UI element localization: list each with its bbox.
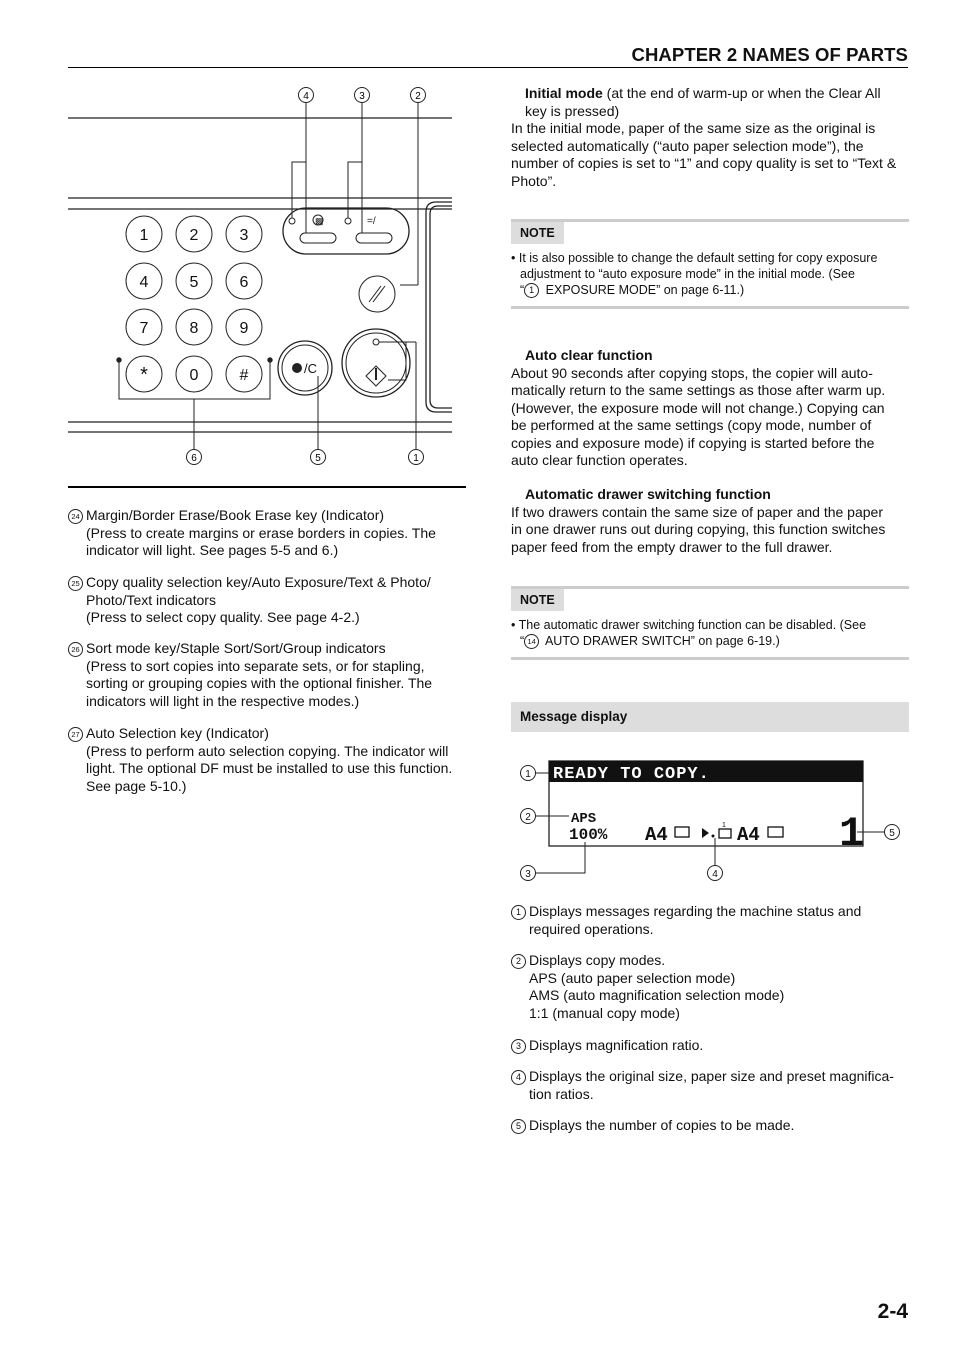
key-item-title: Auto Selection key (Indicator) (86, 725, 269, 741)
display-item-3: 3 Displays magnification ratio. (511, 1037, 911, 1055)
reset-key (359, 276, 395, 312)
key-1: 1 (139, 227, 149, 244)
column-rule (68, 486, 466, 488)
lcd-callout-4: 4 (712, 869, 718, 880)
lcd-original-size: A4 (645, 824, 668, 846)
top-callouts (299, 88, 426, 103)
message-display-heading: Message display (511, 702, 909, 732)
numeric-keypad (126, 216, 262, 392)
key-item-26: 26 Sort mode key/Staple Sort/Sort/Group indicators (Press to sort copies into separate sets, or for stapling, sorting or grouping copies with the optional finisher. The indicators will light in the respective modes.) (68, 640, 468, 710)
lcd-mode: APS (571, 811, 597, 827)
svg-text:1: 1 (722, 822, 726, 829)
callout-1-label: 1 (413, 453, 419, 464)
key-9: 9 (239, 320, 249, 337)
control-panel-diagram (60, 80, 470, 480)
key-item-title: Copy quality selection key/Auto Exposure/Text & Photo/ (86, 574, 431, 590)
note-box-exposure: NOTE • It is also possible to change the default setting for copy exposure adjustment to “auto exposure mode” in the initial mode. (See “ 1 EXPOSURE MODE” on page 6-11.) (511, 219, 909, 309)
key-5: 5 (189, 274, 199, 291)
key-hash: # (239, 367, 249, 384)
lcd-display-diagram (511, 752, 911, 888)
key-item-title: Sort mode key/Staple Sort/Sort/Group indicators (86, 640, 386, 656)
lcd-paper-size: A4 (737, 824, 760, 846)
key-item-27: 27 Auto Selection key (Indicator) (Press to perform auto selection copying. The indicator will light. The optional DF must be installed to use this function. See page 5-10.) (68, 725, 468, 795)
lcd-callout-1: 1 (525, 769, 531, 780)
key-4: 4 (139, 274, 149, 291)
display-item-5: 5 Displays the number of copies to be made. (511, 1117, 911, 1135)
callout-6-label: 6 (191, 453, 197, 464)
key-item-number: 27 (68, 727, 83, 742)
copy-quality-key (356, 216, 392, 243)
key-item-number: 24 (68, 509, 83, 524)
key-7: 7 (139, 320, 149, 337)
display-item-1: 1 Displays messages regarding the machine status and required operations. (511, 903, 911, 938)
exposure-mode-number: 1 (524, 283, 539, 298)
lcd-ratio: 100% (569, 826, 608, 844)
key-8: 8 (189, 320, 199, 337)
key-item-title: Margin/Border Erase/Book Erase key (Indicator) (86, 507, 385, 523)
key-6: 6 (239, 274, 249, 291)
initial-mode-section: Initial mode (at the end of warm-up or when the Clear All key is pressed) In the initial mode, paper of the same size as the original is selected automatically (“auto paper selection mode”), the number of copies is set to “1” and copy quality is set to “Text & Photo”. (511, 85, 897, 189)
auto-drawer-switch-number: 14 (524, 634, 539, 649)
lcd-callout-2: 2 (525, 812, 531, 823)
callout-3-label: 3 (359, 91, 365, 102)
key-item-24: 24 Margin/Border Erase/Book Erase key (Indicator) (Press to create margins or erase borders in copies. The indicator will light. See pages 5-5 and 6.) (68, 507, 468, 560)
display-item-4: 4 Displays the original size, paper size and preset magnifica- tion ratios. (511, 1068, 911, 1103)
header-rule (68, 67, 908, 68)
start-key (342, 329, 410, 397)
note-tag: NOTE (511, 222, 564, 244)
key-item-number: 25 (68, 576, 83, 591)
callout-4-label: 4 (303, 91, 309, 102)
key-asterisk: * (140, 364, 148, 386)
stop-clear-key (278, 341, 332, 395)
display-item-2: 2 Displays copy modes. APS (auto paper selection mode) AMS (auto magnification selection mode) 1:1 (manual copy mode) (511, 952, 911, 1022)
auto-clear-heading: Auto clear function (525, 347, 653, 363)
key-3: 3 (239, 227, 249, 244)
margin-erase-key (300, 215, 336, 243)
key-item-25: 25 Copy quality selection key/Auto Exposure/Text & Photo/ Photo/Text indicators (Press to select copy quality. See page 4-2.) (68, 574, 468, 627)
drawer-switch-heading: Automatic drawer switching function (525, 486, 771, 502)
lcd-copies: 1 (839, 810, 865, 858)
key-0: 0 (189, 367, 199, 384)
lcd-message: READY TO COPY. (553, 765, 710, 784)
note-tag: NOTE (511, 589, 564, 611)
callout-2-label: 2 (415, 91, 421, 102)
stop-clear-label: /C (304, 361, 317, 376)
auto-clear-section: Auto clear function About 90 seconds after copying stops, the copier will auto- matically return to the same settings as those after warm up. (However, the exposure mode will not change.) Copying can be performed at the same settings (copy mode, number of copies and exposure mode) if copying is started before the auto clear function operates. (511, 347, 911, 470)
lcd-callout-3: 3 (525, 869, 531, 880)
initial-mode-heading: Initial mode (525, 85, 603, 101)
lcd-callout-5: 5 (889, 828, 895, 839)
drawer-switch-section: Automatic drawer switching function If two drawers contain the same size of paper and the paper in one drawer runs out during copying, this function switches paper feed from the empty drawer to the full drawer. (511, 486, 911, 556)
callout-5-label: 5 (315, 453, 321, 464)
chapter-title: CHAPTER 2 NAMES OF PARTS (631, 44, 908, 65)
svg-text:▩: ▩ (315, 216, 324, 226)
svg-text:=/: =/ (367, 216, 376, 227)
note-box-drawer: NOTE • The automatic drawer switching function can be disabled. (See “ 14 AUTO DRAWER SWITCH” on page 6-19.) (511, 586, 909, 660)
page-number: 2-4 (877, 1300, 908, 1323)
key-2: 2 (189, 227, 199, 244)
key-item-number: 26 (68, 642, 83, 657)
